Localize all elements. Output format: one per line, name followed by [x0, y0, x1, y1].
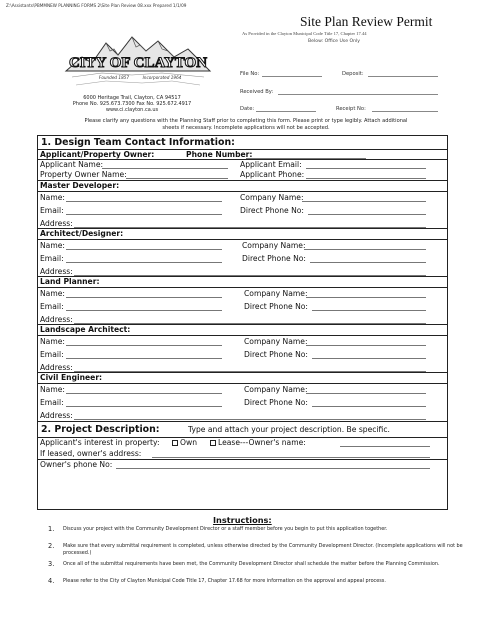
ce-address-label: Address:	[40, 411, 73, 420]
logo-city-name: CITY OF CLAYTON	[68, 55, 208, 71]
project-description-instruction: Type and attach your project description. Be specific.	[188, 425, 390, 434]
lp-phone-field[interactable]	[312, 310, 426, 311]
lp-email-field[interactable]	[66, 310, 222, 311]
notice-line-2: sheets if necessary. Incomplete applications will not be accepted.	[162, 125, 330, 131]
la-name-label: Name:	[40, 337, 65, 346]
ce-company-field[interactable]	[306, 393, 426, 394]
instruction-item-4: 4. Please refer to the City of Clayton Municipal Code Title 17, Chapter 17.68 for more information on the approval and appeal process.	[48, 577, 386, 585]
lp-company-field[interactable]	[306, 297, 426, 298]
md-email-field[interactable]	[66, 214, 222, 215]
owner-phone-label: Owner's phone No:	[40, 460, 113, 469]
md-email-label: Email:	[40, 206, 64, 215]
leased-address-field[interactable]	[152, 457, 430, 458]
lp-company-label: Company Name:	[244, 289, 308, 298]
instructions-notice	[36, 118, 456, 132]
ce-email-field[interactable]	[66, 406, 222, 407]
lp-email-label: Email:	[40, 302, 64, 311]
property-owner-name-label: Property Owner Name:	[40, 170, 127, 179]
file-no-field[interactable]	[262, 71, 322, 77]
lp-name-field[interactable]	[66, 297, 222, 298]
received-by-label: Received By:	[240, 89, 274, 95]
file-path: Z:\Assistants\PBMMNEW PLANNING FORMS 2\Site Plan Review 08.xxx Prepared 1/1/09	[6, 3, 187, 8]
la-company-label: Company Name:	[244, 337, 308, 346]
applicant-name-field[interactable]	[102, 168, 228, 169]
arch-name-label: Name:	[40, 241, 65, 250]
phone-number-label: Phone Number:	[186, 150, 253, 159]
la-phone-label: Direct Phone No:	[244, 350, 308, 359]
interest-label: Applicant's interest in property:	[40, 438, 160, 447]
own-checkbox[interactable]	[172, 440, 178, 446]
form-title: Site Plan Review Permit	[300, 14, 433, 29]
instruction-item-2: 2. Make sure that every submittal requirement is completed, unless otherwise directed by the Community Development Director. (Incomplete applications will not be processed.)	[48, 542, 463, 556]
la-email-field[interactable]	[66, 358, 222, 359]
lp-name-label: Name:	[40, 289, 65, 298]
la-address-label: Address:	[40, 363, 73, 372]
city-logo	[62, 27, 214, 95]
notice-line-1: Please clarify any questions with the Planning Staff prior to completing this form. Please print or type legibly. Attach additional	[84, 118, 408, 124]
arch-phone-field[interactable]	[310, 262, 426, 263]
section-1-title: 1. Design Team Contact Information:	[41, 137, 235, 148]
lease-option[interactable]	[208, 438, 306, 447]
ce-address-field[interactable]	[74, 419, 426, 420]
form-subtitle: As Provided in the Clayton Municipal Code Title 17, Chapter 17.44	[242, 31, 367, 36]
master-developer-heading: Master Developer:	[40, 181, 120, 190]
lease-owner-name-field[interactable]	[340, 446, 430, 447]
city-address: 6000 Heritage Trail, Clayton, CA 94517	[83, 95, 181, 101]
md-address-label: Address:	[40, 219, 73, 228]
section-2-title: 2. Project Description:	[41, 424, 160, 435]
own-option[interactable]	[170, 438, 197, 447]
la-phone-field[interactable]	[312, 358, 426, 359]
md-phone-field[interactable]	[308, 214, 426, 215]
md-company-label: Company Name:	[240, 193, 304, 202]
arch-email-field[interactable]	[66, 262, 222, 263]
instruction-item-1: 1. Discuss your project with the Community Development Director or a staff member before you begin to put this application together.	[48, 525, 388, 533]
arch-company-label: Company Name:	[242, 241, 306, 250]
date-label: Date:	[240, 106, 255, 112]
deposit-field[interactable]	[368, 71, 438, 77]
instructions-title: Instructions:	[213, 515, 272, 525]
office-use-label: Below: Office Use Only	[308, 39, 361, 44]
applicant-phone-field[interactable]	[306, 178, 426, 179]
application-form	[37, 135, 448, 510]
date-field[interactable]	[256, 106, 316, 112]
ce-name-label: Name:	[40, 385, 65, 394]
lp-address-label: Address:	[40, 315, 73, 324]
lease-label: Lease---Owner's name:	[218, 438, 306, 447]
leased-address-label: If leased, owner's address:	[40, 449, 142, 458]
architect-heading: Architect/Designer:	[40, 229, 124, 238]
applicant-name-label: Applicant Name:	[40, 160, 104, 169]
la-name-field[interactable]	[66, 345, 222, 346]
ce-email-label: Email:	[40, 398, 64, 407]
own-label: Own	[180, 438, 198, 447]
la-email-label: Email:	[40, 350, 64, 359]
city-website: www.ci.clayton.ca.us	[105, 107, 159, 113]
arch-company-field[interactable]	[304, 249, 426, 250]
civil-engineer-heading: Civil Engineer:	[40, 373, 103, 382]
md-name-field[interactable]	[66, 201, 222, 202]
received-by-field[interactable]	[278, 89, 438, 95]
arch-phone-label: Direct Phone No:	[242, 254, 306, 263]
receipt-no-label: Receipt No:	[336, 106, 366, 112]
logo-incorporated: Incorporated 1964	[142, 75, 182, 80]
property-owner-name-field[interactable]	[126, 178, 228, 179]
la-company-field[interactable]	[306, 345, 426, 346]
owner-phone-field[interactable]	[116, 468, 430, 469]
ce-name-field[interactable]	[66, 393, 222, 394]
deposit-label: Deposit:	[342, 71, 364, 77]
arch-address-label: Address:	[40, 267, 73, 276]
ce-phone-field[interactable]	[312, 406, 426, 407]
receipt-no-field[interactable]	[372, 106, 438, 112]
md-phone-label: Direct Phone No:	[240, 206, 304, 215]
md-company-field[interactable]	[302, 201, 426, 202]
instruction-item-3: 3. Once all of the submittal requirements have been met, the Community Development Director shall schedule the matter before the Planning Commission.	[48, 560, 440, 568]
lp-phone-label: Direct Phone No:	[244, 302, 308, 311]
landscape-architect-heading: Landscape Architect:	[40, 325, 131, 334]
arch-name-field[interactable]	[66, 249, 222, 250]
file-no-label: File No:	[240, 71, 260, 77]
applicant-owner-heading: Applicant/Property Owner:	[40, 150, 155, 159]
arch-email-label: Email:	[40, 254, 64, 263]
applicant-email-label: Applicant Email:	[240, 160, 302, 169]
md-name-label: Name:	[40, 193, 65, 202]
ce-phone-label: Direct Phone No:	[244, 398, 308, 407]
applicant-phone-label: Applicant Phone:	[240, 170, 305, 179]
land-planner-heading: Land Planner:	[40, 277, 100, 286]
applicant-email-field[interactable]	[306, 168, 426, 169]
logo-founded: Founded 1857	[98, 75, 130, 80]
lease-checkbox[interactable]	[210, 440, 216, 446]
city-phone-fax: Phone No. 925.673.7300 Fax No. 925.672.4917	[72, 101, 192, 107]
ce-company-label: Company Name:	[244, 385, 308, 394]
